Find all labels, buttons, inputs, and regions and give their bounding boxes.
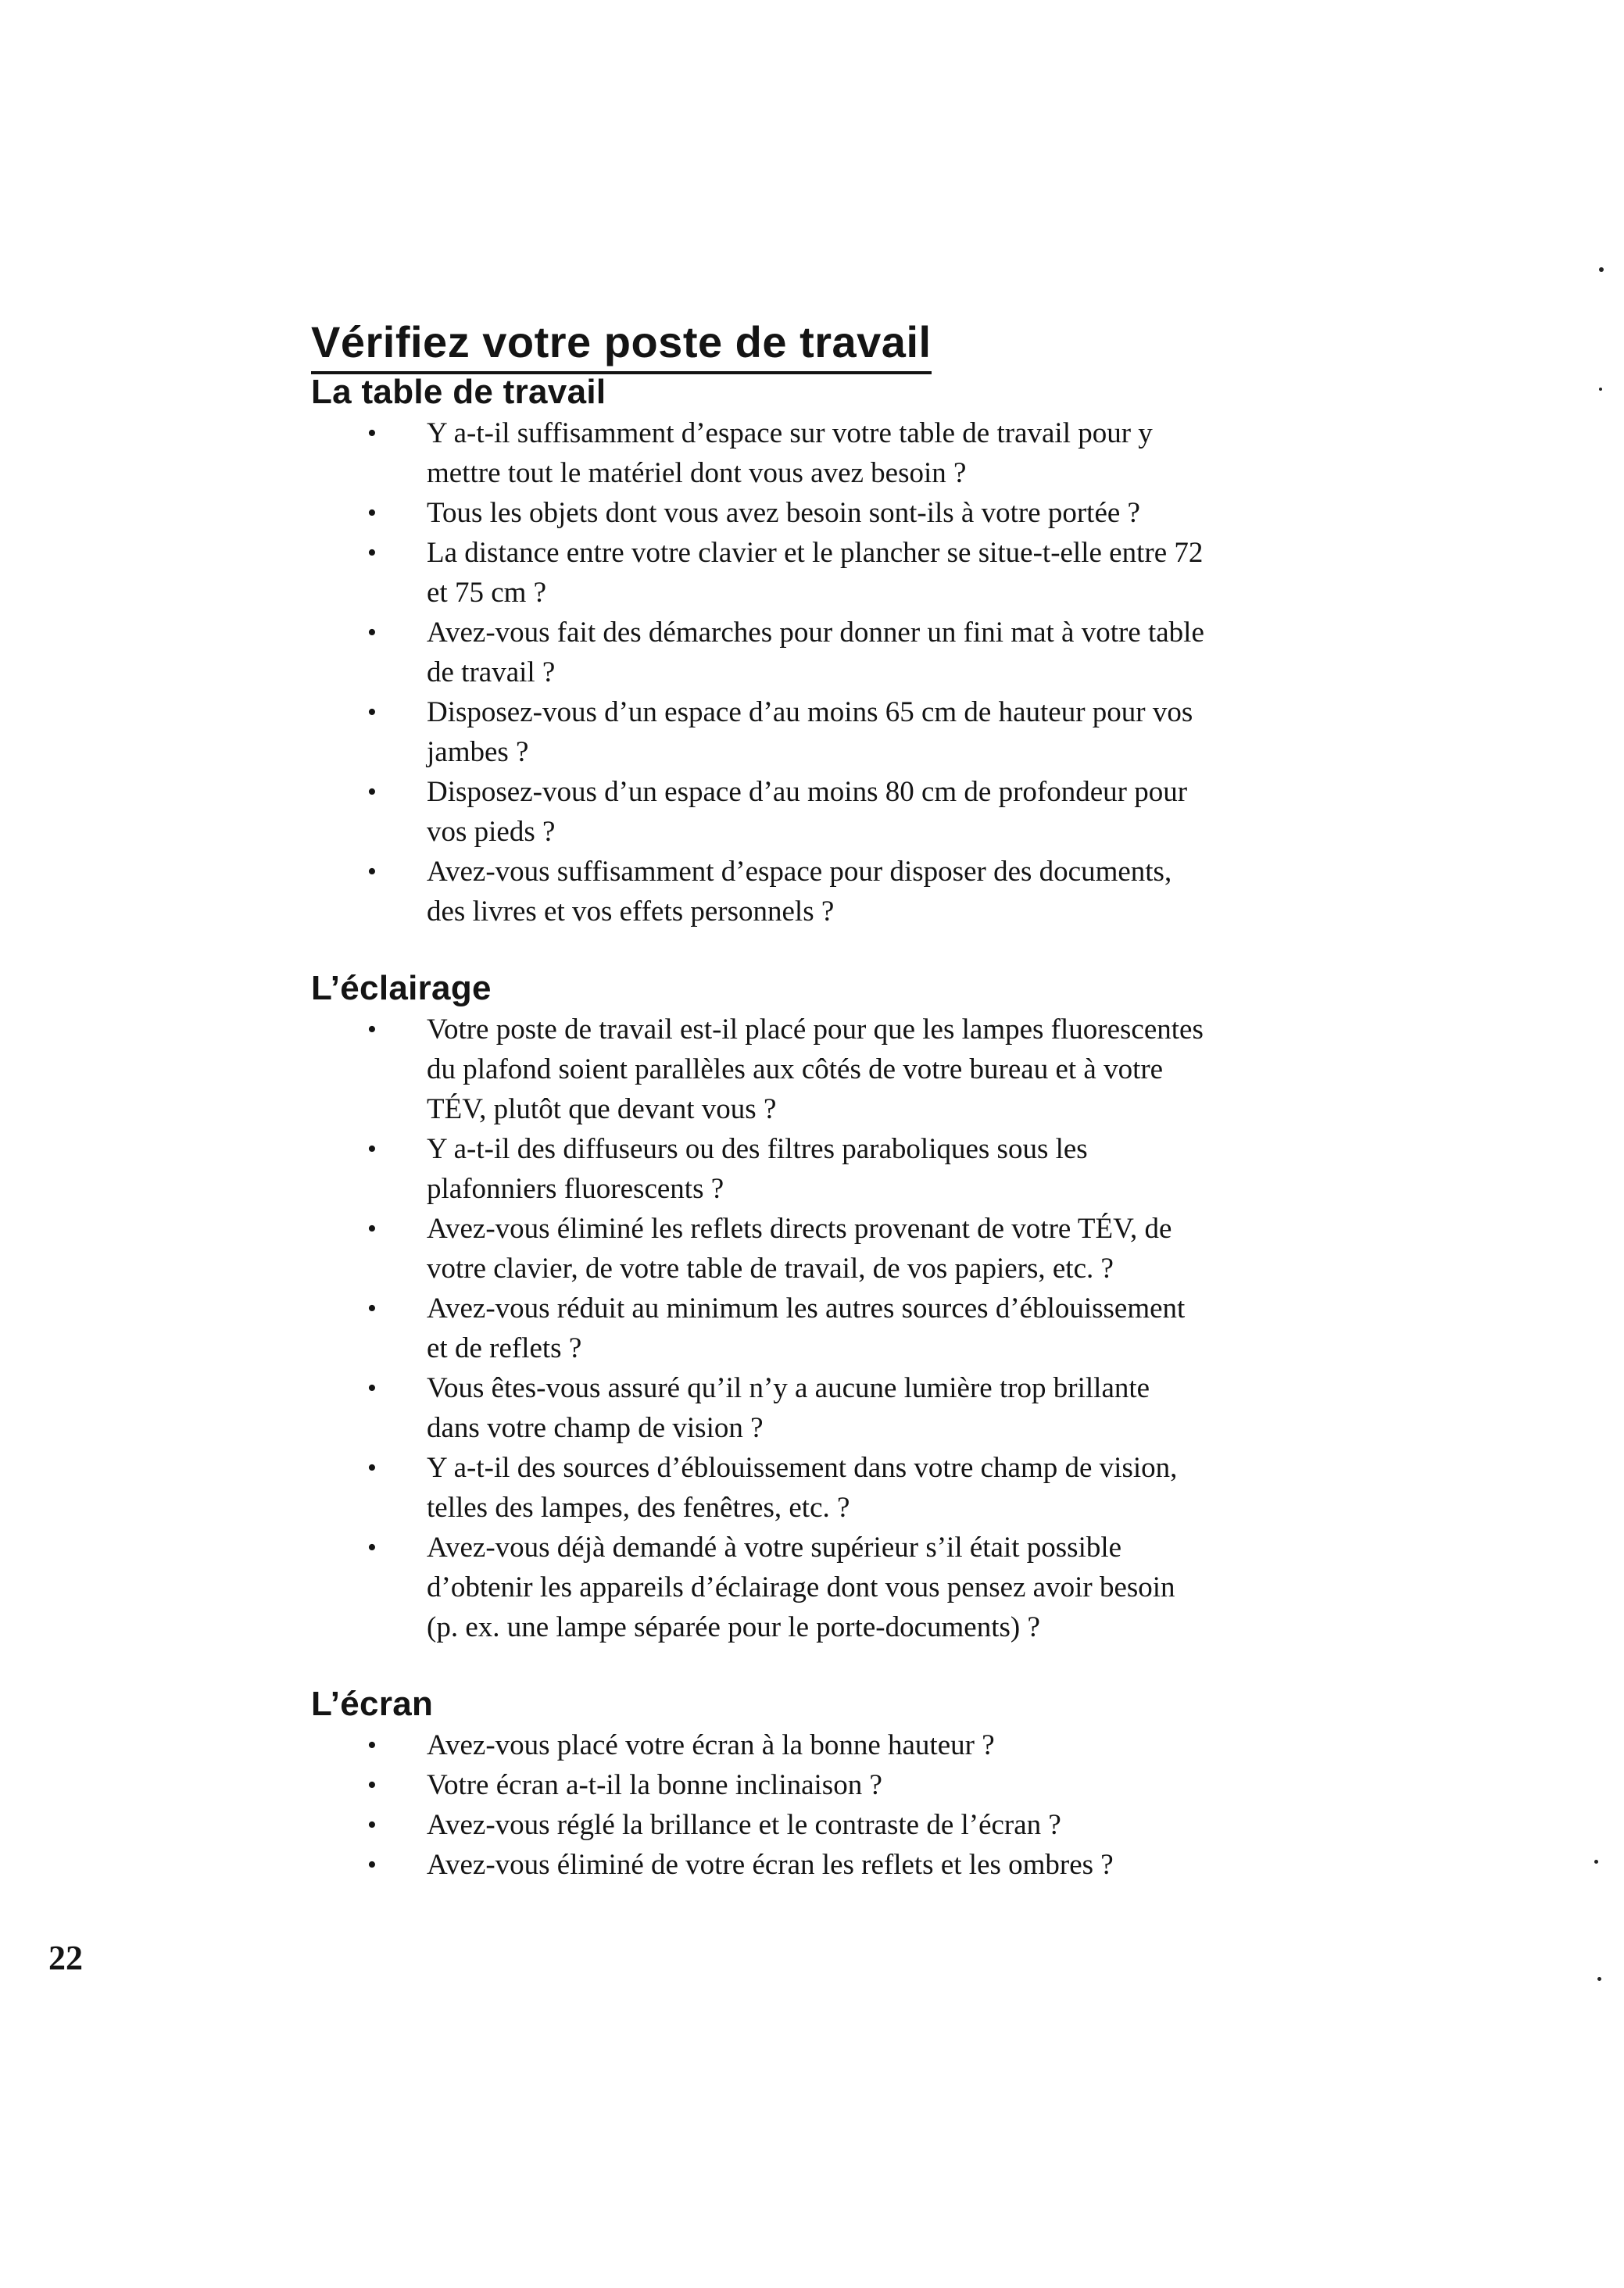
scan-speck [1594,1860,1598,1864]
list-item-text: Votre poste de travail est-il placé pour que les lampes fluorescentes du plafond soient parallèles aux côtés de votre bureau et à votre TÉV, plutôt que devant vous ? [427,1014,1204,1125]
list-item-text: Tous les objets dont vous avez besoin sont-ils à votre portée ? [427,497,1140,529]
list-item [311,1368,1208,1448]
bullet: • [367,419,377,448]
list-item-text: Y a-t-il des sources d’éblouissement dans votre champ de vision, telles des lampes, des fenêtres, etc. ? [427,1452,1178,1524]
list-item-text: Disposez-vous d’un espace d’au moins 65 cm de hauteur pour vos jambes ? [427,696,1193,768]
list-item-text: Vous êtes-vous assuré qu’il n’y a aucune lumière trop brillante dans votre champ de vision ? [427,1372,1150,1444]
list-item [311,772,1208,852]
page-title: Vérifiez votre poste de travail [311,316,932,374]
list-item [311,1805,1208,1845]
bullet: • [367,499,377,527]
bullet: • [367,538,377,567]
list-item-text: Disposez-vous d’un espace d’au moins 80 cm de profondeur pour vos pieds ? [427,776,1188,848]
list-item-text: Votre écran a-t-il la bonne inclinaison ? [427,1769,882,1801]
bullet: • [367,1294,377,1323]
list-item-text: Y a-t-il des diffuseurs ou des filtres paraboliques sous les plafonniers fluorescents ? [427,1133,1088,1205]
list-item [311,1010,1208,1129]
list-item [311,692,1208,772]
checklist-ecran [311,1725,1421,1885]
list-item-text: Avez-vous éliminé de votre écran les reflets et les ombres ? [427,1849,1114,1881]
list-item-text: Avez-vous réduit au minimum les autres sources d’éblouissement et de reflets ? [427,1292,1186,1364]
page-content [311,316,1421,1885]
list-item [311,493,1208,533]
page-number: 22 [48,1939,83,1977]
list-item [311,533,1208,613]
section-heading-eclairage: L’éclairage [311,969,492,1007]
bullet: • [367,1453,377,1482]
list-item-text: La distance entre votre clavier et le plancher se situe-t-elle entre 72 et 75 cm ? [427,537,1204,609]
list-item-text: Avez-vous suffisamment d’espace pour disposer des documents, des livres et vos effets personnels ? [427,856,1172,928]
list-item-text: Avez-vous fait des démarches pour donner un fini mat à votre table de travail ? [427,617,1204,688]
list-item-text: Y a-t-il suffisamment d’espace sur votre table de travail pour y mettre tout le matériel dont vous avez besoin ? [427,417,1153,489]
list-item [311,1528,1208,1647]
bullet: • [367,1533,377,1562]
scan-speck [1599,267,1604,272]
bullet: • [367,1850,377,1879]
bullet: • [367,1731,377,1760]
list-item [311,613,1208,692]
list-item [311,1765,1208,1805]
list-item [311,1725,1208,1765]
section-heading-ecran: L’écran [311,1685,434,1723]
list-item [311,1289,1208,1368]
bullet: • [367,857,377,886]
bullet: • [367,698,377,727]
list-item-text: Avez-vous placé votre écran à la bonne hauteur ? [427,1729,995,1761]
bullet: • [367,1214,377,1243]
scan-speck [1599,388,1602,391]
section-heading-table-de-travail: La table de travail [311,373,606,411]
list-item [311,1209,1208,1289]
bullet: • [367,1771,377,1800]
list-item [311,413,1208,493]
scan-speck [1597,1977,1601,1981]
list-item [311,1845,1208,1885]
list-item [311,852,1208,931]
checklist-table-de-travail [311,413,1421,931]
bullet: • [367,778,377,806]
list-item-text: Avez-vous éliminé les reflets directs provenant de votre TÉV, de votre clavier, de votre table de travail, de vos papiers, etc. ? [427,1213,1172,1285]
checklist-eclairage [311,1010,1421,1647]
bullet: • [367,1374,377,1403]
bullet: • [367,618,377,647]
bullet: • [367,1015,377,1044]
list-item-text: Avez-vous déjà demandé à votre supérieur s’il était possible d’obtenir les appareils d’éclairage dont vous pensez avoir besoin (p. ex. une lampe séparée pour le porte-documents) ? [427,1532,1175,1643]
list-item [311,1129,1208,1209]
bullet: • [367,1811,377,1839]
list-item-text: Avez-vous réglé la brillance et le contraste de l’écran ? [427,1809,1061,1841]
bullet: • [367,1135,377,1164]
list-item [311,1448,1208,1528]
